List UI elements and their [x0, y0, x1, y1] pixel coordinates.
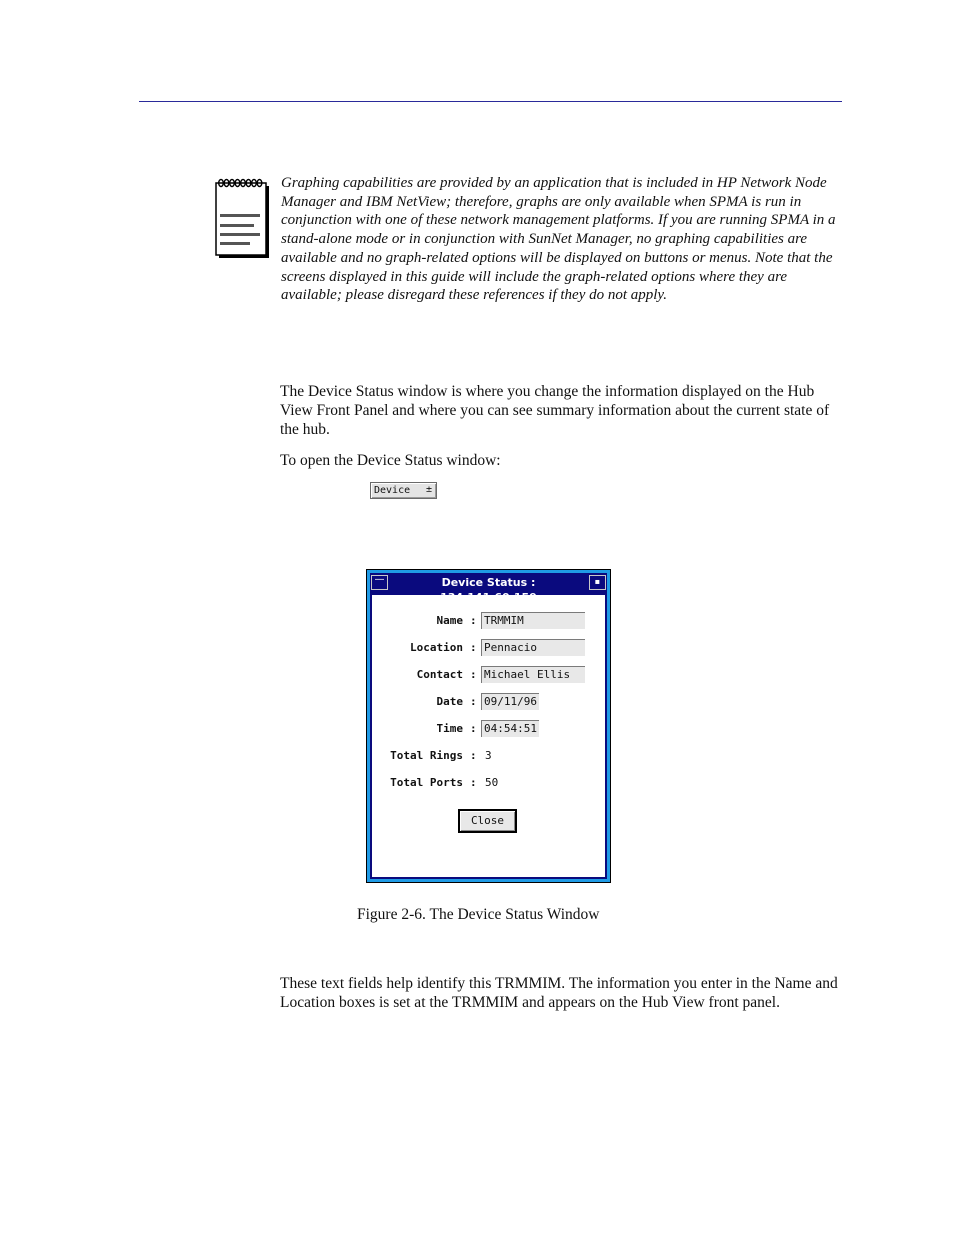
- total-rings-label: Total Rings: [390, 749, 463, 762]
- total-rings-value: 3: [485, 749, 492, 762]
- total-rings-colon: :: [470, 749, 477, 762]
- contact-colon: :: [470, 668, 477, 681]
- title-bar[interactable]: [370, 573, 607, 592]
- location-label: Location: [410, 641, 463, 654]
- contact-label: Contact: [416, 668, 463, 681]
- device-status-window: [366, 569, 611, 883]
- total-ports-row: [372, 774, 605, 792]
- time-field: 04:54:51: [481, 720, 539, 737]
- system-menu-icon[interactable]: —: [371, 575, 388, 590]
- contact-row: [372, 666, 605, 684]
- option-arrow-icon: ±: [425, 484, 432, 495]
- name-label: Name: [436, 614, 463, 627]
- date-row: [372, 693, 605, 711]
- figure-caption: Figure 2-6. The Device Status Window: [357, 906, 600, 923]
- date-label: Date: [436, 695, 463, 708]
- open-instruction: To open the Device Status window:: [280, 452, 501, 469]
- total-ports-colon: :: [470, 776, 477, 789]
- total-ports-label: Total Ports: [390, 776, 463, 789]
- window-content: [372, 595, 605, 877]
- name-row: [372, 612, 605, 630]
- name-colon: :: [470, 614, 477, 627]
- location-field[interactable]: Pennacio: [481, 639, 585, 656]
- time-row: [372, 720, 605, 738]
- location-colon: :: [470, 641, 477, 654]
- minimize-icon[interactable]: ▪: [589, 575, 606, 590]
- window-title: Device Status :: [441, 576, 536, 589]
- device-menu-label: Device: [374, 485, 411, 496]
- total-ports-value: 50: [485, 776, 499, 789]
- name-field[interactable]: TRMMIM: [481, 612, 585, 629]
- contact-field[interactable]: Michael Ellis: [481, 666, 585, 683]
- date-field: 09/11/96: [481, 693, 539, 710]
- location-row: [372, 639, 605, 657]
- time-label: Time: [436, 722, 463, 735]
- fields-paragraph: These text fields help identify this TRMMIM. The information you enter in the Name and Location boxes is set at the TRMMIM and appears on the Hub View front panel.: [280, 975, 838, 1011]
- note-icon: [215, 178, 271, 260]
- note-text: Graphing capabilities are provided by an application that is included in HP Network Node Manager and IBM NetView; therefore, graphs are only available when SPMA is run in conjunction with one of these network management platforms. If you are running SPMA in a stand-alone mode or in conjunction with SunNet Manager, no graphing capabilities are available and no graph-related options will be displayed on buttons or menus. Note that the screens displayed in this guide will include the graph-related options where they are available; please disregard these references if they do not apply.: [281, 175, 836, 304]
- window-frame: [370, 573, 607, 879]
- time-colon: :: [470, 722, 477, 735]
- header-rule: [139, 101, 842, 102]
- intro-paragraph: The Device Status window is where you change the information displayed on the Hub View Front Panel and where you can see summary information about the current state of the hub.: [280, 383, 830, 438]
- device-menu-button[interactable]: [370, 482, 437, 499]
- date-colon: :: [470, 695, 477, 708]
- close-button[interactable]: Close: [458, 809, 517, 833]
- total-rings-row: [372, 747, 605, 765]
